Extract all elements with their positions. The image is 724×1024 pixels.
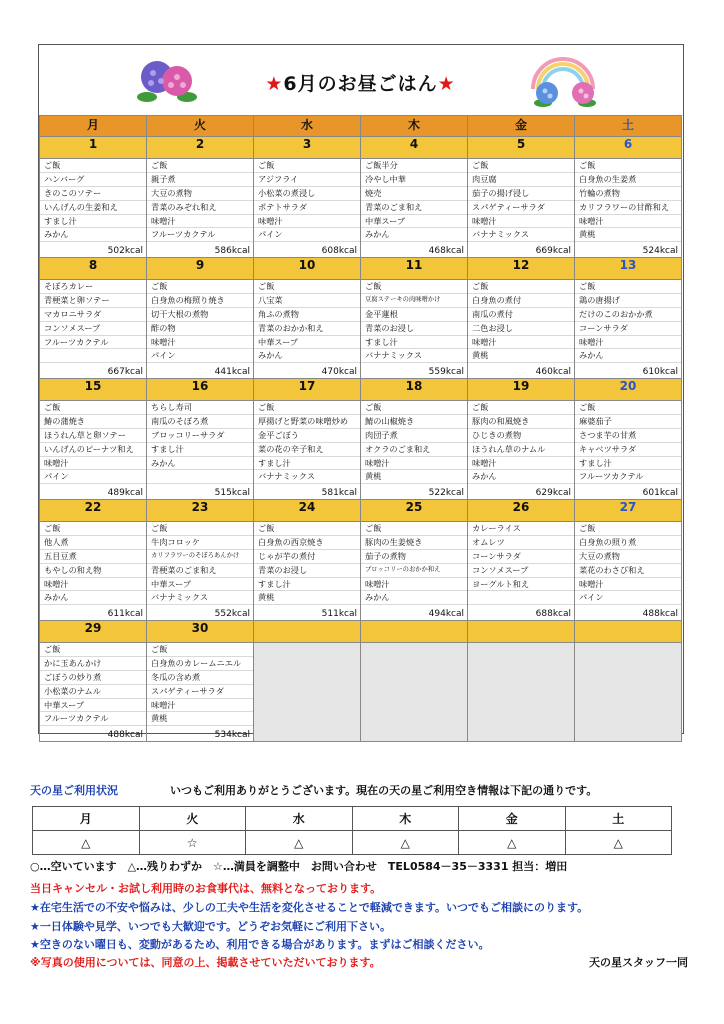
date-cell: 9 (147, 258, 254, 280)
menu-item: 青菜のみぞれ和え (147, 201, 253, 215)
date-cell: 24 (254, 500, 361, 522)
menu-row (40, 280, 682, 379)
menu-cell (361, 280, 468, 379)
weekday-header-row (40, 116, 682, 137)
menu-item: バナナミックス (254, 470, 360, 484)
menu-item: かに玉あんかけ (40, 657, 146, 671)
date-row (40, 621, 682, 643)
menu-item: ご飯 (361, 522, 467, 536)
kcal-value: 552kcal (214, 609, 250, 619)
menu-item: ご飯 (468, 401, 574, 415)
menu-item: ご飯 (575, 280, 681, 294)
empty-menu-cell (254, 643, 361, 742)
note-line: ★在宅生活での不安や悩みは、少しの工夫や生活を変化させることで軽減できます。いつでもご相談にのります。 (30, 901, 589, 914)
menu-row (40, 643, 682, 742)
menu-item: 青菜のお浸し (254, 564, 360, 578)
menu-item: 白身魚のカレームニエル (147, 657, 253, 671)
menu-cell (254, 280, 361, 379)
kcal-value: 601kcal (642, 488, 678, 498)
menu-cell (254, 522, 361, 621)
menu-item: みかん (361, 228, 467, 242)
menu-cell (575, 280, 682, 379)
menu-cell (147, 401, 254, 500)
menu-item: すまし汁 (575, 457, 681, 471)
menu-item: 金平蓮根 (361, 308, 467, 322)
menu-item: 小松菜の煮浸し (254, 187, 360, 201)
date-cell: 16 (147, 379, 254, 401)
menu-item: ご飯 (361, 401, 467, 415)
date-cell: 30 (147, 621, 254, 643)
signature: 天の星スタッフ一同 (589, 956, 688, 969)
menu-item: 菜花のわさび和え (575, 564, 681, 578)
kcal-value: 522kcal (428, 488, 464, 498)
kcal-value: 441kcal (214, 367, 250, 377)
menu-item: ご飯 (361, 280, 467, 294)
menu-item: だけのこのおかか煮 (575, 308, 681, 322)
menu-item: すまし汁 (40, 215, 146, 229)
availability-mark: △ (565, 831, 672, 855)
date-row (40, 379, 682, 401)
menu-item: 白身魚の生姜煮 (575, 173, 681, 187)
menu-item: スパゲティーサラダ (147, 685, 253, 699)
menu-item: マカロニサラダ (40, 308, 146, 322)
date-cell: 23 (147, 500, 254, 522)
menu-item: カリフラワーのそぼろあんかけ (147, 550, 253, 564)
menu-item: 大豆の煮物 (575, 550, 681, 564)
kcal-value: 611kcal (107, 609, 143, 619)
menu-item: フルーツカクテル (40, 712, 146, 726)
menu-cell (254, 159, 361, 258)
menu-item: 小松菜のナムル (40, 685, 146, 699)
menu-item: コーンサラダ (575, 322, 681, 336)
date-cell: 5 (468, 137, 575, 159)
menu-item: ブロッコリーのおかか和え (361, 564, 467, 578)
menu-cell (40, 280, 147, 379)
title-text: 6月のお昼ごはん (283, 73, 438, 95)
menu-cell (468, 401, 575, 500)
menu-item: 味噌汁 (575, 336, 681, 350)
menu-item: ご飯 (147, 159, 253, 173)
menu-item: 豚肉の和風焼き (468, 415, 574, 429)
date-row (40, 500, 682, 522)
date-cell: 11 (361, 258, 468, 280)
availability-day: 水 (246, 807, 353, 831)
menu-cell (147, 159, 254, 258)
menu-item: 味噌汁 (147, 215, 253, 229)
menu-item: コンソメスープ (468, 564, 574, 578)
menu-item: 黄桃 (575, 228, 681, 242)
availability-mark: △ (246, 831, 353, 855)
date-cell: 6 (575, 137, 682, 159)
menu-item (468, 591, 574, 605)
menu-item: 南瓜のそぼろ煮 (147, 415, 253, 429)
date-cell: 22 (40, 500, 147, 522)
menu-item: 味噌汁 (40, 578, 146, 592)
menu-cell (468, 159, 575, 258)
date-cell: 4 (361, 137, 468, 159)
menu-item: バナナミックス (361, 349, 467, 363)
date-cell: 2 (147, 137, 254, 159)
kcal-value: 629kcal (535, 488, 571, 498)
availability-mark: ☆ (139, 831, 246, 855)
weekday-header: 火 (147, 116, 254, 137)
menu-item: 豚肉の生姜焼き (361, 536, 467, 550)
menu-cell (575, 401, 682, 500)
menu-cell (468, 522, 575, 621)
menu-cell (147, 280, 254, 379)
menu-item: パイン (575, 591, 681, 605)
menu-item: ご飯 (147, 280, 253, 294)
menu-item: そぼろカレー (40, 280, 146, 294)
menu-item: ご飯 (468, 159, 574, 173)
date-cell: 3 (254, 137, 361, 159)
menu-item: ほうれん草のナムル (468, 443, 574, 457)
menu-cell (40, 401, 147, 500)
empty-date-cell (254, 621, 361, 643)
menu-item: 黄桃 (361, 470, 467, 484)
date-cell: 19 (468, 379, 575, 401)
menu-item: ブロッコリーサラダ (147, 429, 253, 443)
menu-item: 切干大根の煮物 (147, 308, 253, 322)
date-cell: 15 (40, 379, 147, 401)
kcal-value: 511kcal (321, 609, 357, 619)
menu-item: ちらし寿司 (147, 401, 253, 415)
menu-item: すまし汁 (361, 336, 467, 350)
title-star-left: ★ (265, 73, 284, 95)
menu-item: ご飯 (254, 159, 360, 173)
menu-item: ご飯 (575, 159, 681, 173)
availability-day: 木 (352, 807, 459, 831)
menu-item: フルーツカクテル (40, 336, 146, 350)
menu-item: すまし汁 (147, 443, 253, 457)
date-cell: 18 (361, 379, 468, 401)
menu-item: パイン (40, 470, 146, 484)
menu-item: 味噌汁 (147, 699, 253, 713)
menu-item: 肉豆腐 (468, 173, 574, 187)
title-bar (39, 45, 682, 115)
kcal-value: 488kcal (107, 730, 143, 740)
note-line: ★空きのない曜日も、変動があるため、利用できる場合があります。まずはご相談ください。 (30, 938, 490, 951)
kcal-value: 534kcal (214, 730, 250, 740)
menu-item: じゃが芋の煮付 (254, 550, 360, 564)
menu-item: コーンサラダ (468, 550, 574, 564)
menu-item: 中華スープ (254, 336, 360, 350)
kcal-value: 470kcal (321, 367, 357, 377)
empty-date-cell (361, 621, 468, 643)
menu-item: オクラのごま和え (361, 443, 467, 457)
menu-item: 青梗菜のごま和え (147, 564, 253, 578)
menu-item: ひじきの煮物 (468, 429, 574, 443)
menu-cell (254, 401, 361, 500)
menu-item: 茄子の煮物 (361, 550, 467, 564)
kcal-value: 581kcal (321, 488, 357, 498)
menu-item: ご飯 (468, 280, 574, 294)
menu-item (147, 470, 253, 484)
menu-item: パイン (147, 349, 253, 363)
date-cell: 13 (575, 258, 682, 280)
menu-item: 味噌汁 (361, 578, 467, 592)
menu-item: ご飯半分 (361, 159, 467, 173)
weekday-header: 金 (468, 116, 575, 137)
menu-calendar (39, 115, 682, 742)
menu-row (40, 522, 682, 621)
availability-mark: △ (33, 831, 140, 855)
menu-item: 中華スープ (147, 578, 253, 592)
menu-item: パイン (254, 228, 360, 242)
menu-item: すまし汁 (254, 457, 360, 471)
menu-item: 肉団子煮 (361, 429, 467, 443)
availability-mark: △ (352, 831, 459, 855)
menu-item: 鰆の蒲焼き (40, 415, 146, 429)
menu-cell (361, 401, 468, 500)
availability-table (32, 806, 672, 855)
kcal-value: 669kcal (535, 246, 571, 256)
menu-item: 茄子の揚げ浸し (468, 187, 574, 201)
menu-cell (40, 522, 147, 621)
menu-cell (40, 159, 147, 258)
menu-item: 酢の物 (147, 322, 253, 336)
availability-day: 火 (139, 807, 246, 831)
menu-item: 青菜のおかか和え (254, 322, 360, 336)
weekday-header: 水 (254, 116, 361, 137)
availability-legend: ○…空いています △…残りわずか ☆…満員を調整中 お問い合わせ TEL0584－35－3331 担当：増田 (30, 860, 568, 873)
availability-mark: △ (459, 831, 566, 855)
title-star-right: ★ (437, 73, 456, 95)
menu-item: 竹輪の煮物 (575, 187, 681, 201)
kcal-value: 460kcal (535, 367, 571, 377)
menu-item: 八宝菜 (254, 294, 360, 308)
menu-sheet (38, 44, 684, 740)
note-line: 当日キャンセル・お試し利用時のお食事代は、無料となっております。 (30, 882, 382, 895)
menu-item: オムレツ (468, 536, 574, 550)
menu-item: 黄桃 (468, 349, 574, 363)
menu-cell (361, 159, 468, 258)
date-cell: 26 (468, 500, 575, 522)
menu-item: ご飯 (575, 522, 681, 536)
menu-item: ご飯 (254, 522, 360, 536)
menu-item: 中華スープ (40, 699, 146, 713)
date-row (40, 137, 682, 159)
menu-cell (147, 643, 254, 742)
date-row (40, 258, 682, 280)
menu-item: 鯖の山椒焼き (361, 415, 467, 429)
menu-item: フルーツカクテル (575, 470, 681, 484)
date-cell: 27 (575, 500, 682, 522)
menu-item: 冬瓜の含め煮 (147, 671, 253, 685)
menu-item: ハンバーグ (40, 173, 146, 187)
kcal-value: 688kcal (535, 609, 571, 619)
kcal-value: 489kcal (107, 488, 143, 498)
menu-item: アジフライ (254, 173, 360, 187)
menu-item: 白身魚の西京焼き (254, 536, 360, 550)
menu-item: バナナミックス (147, 591, 253, 605)
menu-item: 青菜のごま和え (361, 201, 467, 215)
menu-cell (147, 522, 254, 621)
menu-item: ご飯 (40, 401, 146, 415)
rainbow-hydrangea-icon (525, 49, 605, 111)
menu-item: 牛肉コロッケ (147, 536, 253, 550)
menu-item: 親子煮 (147, 173, 253, 187)
menu-item: 金平ごぼう (254, 429, 360, 443)
menu-cell (468, 280, 575, 379)
menu-cell (40, 643, 147, 742)
menu-item: みかん (468, 470, 574, 484)
status-label: 天の星ご利用状況 (30, 784, 118, 797)
menu-item: ほうれん草と卵ソテー (40, 429, 146, 443)
menu-cell (575, 522, 682, 621)
menu-item: 味噌汁 (254, 215, 360, 229)
date-cell: 1 (40, 137, 147, 159)
menu-item: ご飯 (254, 280, 360, 294)
menu-item: もやしの和え物 (40, 564, 146, 578)
menu-item (40, 349, 146, 363)
kcal-value: 586kcal (214, 246, 250, 256)
menu-item: 味噌汁 (575, 215, 681, 229)
menu-item: 菜の花の辛子和え (254, 443, 360, 457)
menu-item: みかん (40, 591, 146, 605)
menu-row (40, 159, 682, 258)
kcal-value: 559kcal (428, 367, 464, 377)
menu-item: 中華スープ (361, 215, 467, 229)
date-cell: 29 (40, 621, 147, 643)
menu-item: ご飯 (40, 522, 146, 536)
availability-day: 月 (33, 807, 140, 831)
weekday-header: 月 (40, 116, 147, 137)
kcal-value: 502kcal (107, 246, 143, 256)
menu-item: 五目豆煮 (40, 550, 146, 564)
menu-item: みかん (361, 591, 467, 605)
menu-item: 白身魚の梅照り焼き (147, 294, 253, 308)
menu-item: 厚揚げと野菜の味噌炒め (254, 415, 360, 429)
menu-item: 白身魚の照り煮 (575, 536, 681, 550)
kcal-value: 488kcal (642, 609, 678, 619)
menu-item: 味噌汁 (40, 457, 146, 471)
availability-day: 金 (459, 807, 566, 831)
menu-item: いんげんのピーナツ和え (40, 443, 146, 457)
menu-item: ポテトサラダ (254, 201, 360, 215)
menu-item: 味噌汁 (468, 336, 574, 350)
menu-item: 豆腐ステーキの肉味噌かけ (361, 294, 467, 308)
menu-item: 南瓜の煮付 (468, 308, 574, 322)
availability-day: 土 (565, 807, 672, 831)
menu-item: 味噌汁 (575, 578, 681, 592)
menu-item: カレーライス (468, 522, 574, 536)
menu-item: ご飯 (40, 159, 146, 173)
menu-item: コンソメスープ (40, 322, 146, 336)
kcal-value: 524kcal (642, 246, 678, 256)
menu-item: 他人煮 (40, 536, 146, 550)
menu-item: 味噌汁 (468, 215, 574, 229)
menu-item: 麻婆茄子 (575, 415, 681, 429)
menu-item: 鶏の唐揚げ (575, 294, 681, 308)
menu-item: きのこのソテー (40, 187, 146, 201)
menu-item: 冷やし中華 (361, 173, 467, 187)
kcal-value: 610kcal (642, 367, 678, 377)
menu-item: カリフラワーの甘酢和え (575, 201, 681, 215)
menu-item: 味噌汁 (361, 457, 467, 471)
menu-item: 大豆の煮物 (147, 187, 253, 201)
menu-item: みかん (575, 349, 681, 363)
kcal-value: 494kcal (428, 609, 464, 619)
menu-item: 味噌汁 (147, 336, 253, 350)
menu-item: ご飯 (254, 401, 360, 415)
menu-item: 青菜のお浸し (361, 322, 467, 336)
menu-cell (361, 522, 468, 621)
date-cell: 25 (361, 500, 468, 522)
empty-date-cell (575, 621, 682, 643)
kcal-value: 515kcal (214, 488, 250, 498)
menu-item: 黄桃 (147, 712, 253, 726)
availability-mark-row (33, 831, 672, 855)
weekday-header: 木 (361, 116, 468, 137)
status-note: いつもご利用ありがとうございます。現在の天の星ご利用空き情報は下記の通りです。 (170, 784, 598, 797)
menu-item: 味噌汁 (468, 457, 574, 471)
menu-item: 焼売 (361, 187, 467, 201)
note-line: ★一日体験や見学、いつでも大歓迎です。どうぞお気軽にご利用下さい。 (30, 920, 391, 933)
weekday-header: 土 (575, 116, 682, 137)
menu-item: いんげんの生姜和え (40, 201, 146, 215)
date-cell: 20 (575, 379, 682, 401)
date-cell: 8 (40, 258, 147, 280)
menu-item: ご飯 (147, 522, 253, 536)
kcal-value: 608kcal (321, 246, 357, 256)
menu-item: 黄桃 (254, 591, 360, 605)
menu-item: バナナミックス (468, 228, 574, 242)
menu-item: ごぼうの炒り煮 (40, 671, 146, 685)
kcal-value: 667kcal (107, 367, 143, 377)
menu-item: 角ふの煮物 (254, 308, 360, 322)
menu-item: みかん (147, 457, 253, 471)
menu-item: さつま芋の甘煮 (575, 429, 681, 443)
menu-item: ヨーグルト和え (468, 578, 574, 592)
empty-menu-cell (468, 643, 575, 742)
menu-cell (575, 159, 682, 258)
menu-item: キャベツサラダ (575, 443, 681, 457)
menu-row (40, 401, 682, 500)
empty-menu-cell (361, 643, 468, 742)
menu-item: ご飯 (147, 643, 253, 657)
kcal-value: 468kcal (428, 246, 464, 256)
empty-date-cell (468, 621, 575, 643)
menu-item: 青梗菜と卵ソテー (40, 294, 146, 308)
menu-item: 二色お浸し (468, 322, 574, 336)
menu-item: みかん (254, 349, 360, 363)
empty-menu-cell (575, 643, 682, 742)
date-cell: 10 (254, 258, 361, 280)
date-cell: 17 (254, 379, 361, 401)
menu-item: スパゲティーサラダ (468, 201, 574, 215)
menu-item: 白身魚の煮付 (468, 294, 574, 308)
menu-item: みかん (40, 228, 146, 242)
note-line: ※写真の使用については、同意の上、掲載させていただいております。 (30, 956, 381, 969)
date-cell: 12 (468, 258, 575, 280)
menu-item: フルーツカクテル (147, 228, 253, 242)
menu-item: すまし汁 (254, 578, 360, 592)
availability-day-row (33, 807, 672, 831)
menu-item: ご飯 (40, 643, 146, 657)
menu-item: ご飯 (575, 401, 681, 415)
